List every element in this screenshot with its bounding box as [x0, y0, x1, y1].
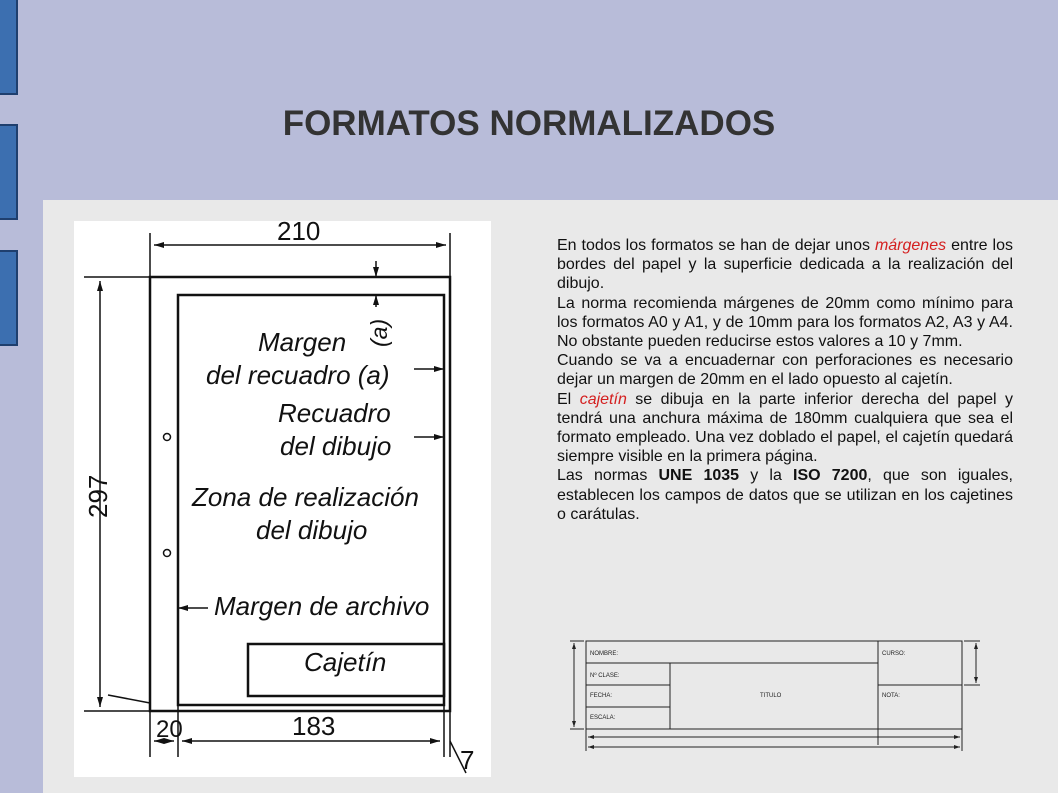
dim-width: 210: [277, 221, 321, 246]
paragraph-encuadernar: Cuando se va a encuadernar con perforaciones es necesario dejar un margen de 20mm en el lado opuesto al cajetín.: [557, 352, 1013, 389]
field-fecha: FECHA:: [590, 693, 613, 699]
dim-bottom-right: 7: [460, 745, 475, 775]
cajetin-table-svg: [566, 637, 984, 753]
margin-label-1: Margen: [258, 327, 347, 357]
dim-bottom-mid: 183: [292, 711, 336, 741]
field-clase: Nº CLASE:: [590, 673, 620, 679]
dim-bottom-left: 20: [156, 716, 183, 743]
norm-une: UNE 1035: [658, 467, 740, 485]
recuadro-label-1: Recuadro: [278, 398, 391, 428]
label-a: (a): [366, 318, 392, 347]
format-diagram: [74, 221, 491, 777]
dim-height: 297: [83, 474, 113, 518]
zona-label-2: del dibujo: [256, 515, 368, 545]
paragraph-margenes: En todos los formatos se han de dejar unos márgenes entre los bordes del papel y la superficie dedicada a la realización del dibujo.: [557, 237, 1014, 293]
side-tab-1: [0, 0, 18, 95]
field-nombre: NOMBRE:: [590, 651, 619, 657]
field-nota: NOTA:: [882, 693, 900, 699]
format-diagram-svg: [74, 221, 491, 777]
highlight-margenes: márgenes: [874, 237, 947, 254]
paragraph-norma: La norma recomienda márgenes de 20mm como mínimo para los formatos A0 y A1, y de 10mm para los formatos A2, A3 y A4. No obstante pueden reducirse estos valores a 10 y 7mm.: [557, 294, 1013, 351]
paragraph-normas: Las normas UNE 1035 y la ISO 7200, que son iguales, establecen los campos de datos que se utilizan en los cajetines o carátulas.: [557, 467, 1014, 523]
recuadro-label-2: del dibujo: [280, 431, 392, 461]
field-escala: ESCALA:: [590, 715, 616, 721]
cajetin-label: Cajetín: [304, 647, 387, 677]
side-tab-3: [0, 250, 18, 346]
paragraph-cajetin: El cajetín se dibuja en la parte inferior derecha del papel y tendrá una anchura máxima de 180mm cualquiera que sea el formato empleado. Una vez doblado el papel, el cajetín quedará siempre visible en la primera página.: [557, 390, 1014, 466]
highlight-cajetin: cajetín: [579, 390, 627, 408]
field-titulo: TITULO: [760, 693, 782, 699]
cajetin-table: [566, 637, 984, 753]
margin-label-2: del recuadro (a): [206, 360, 390, 390]
slide-title: FORMATOS NORMALIZADOS: [282, 104, 776, 143]
archivo-label: Margen de archivo: [214, 591, 430, 621]
zona-label-1: Zona de realización: [192, 482, 419, 512]
body-text: [557, 236, 1013, 524]
norm-iso: ISO 7200: [793, 467, 868, 485]
field-curso: CURSO:: [882, 651, 906, 657]
